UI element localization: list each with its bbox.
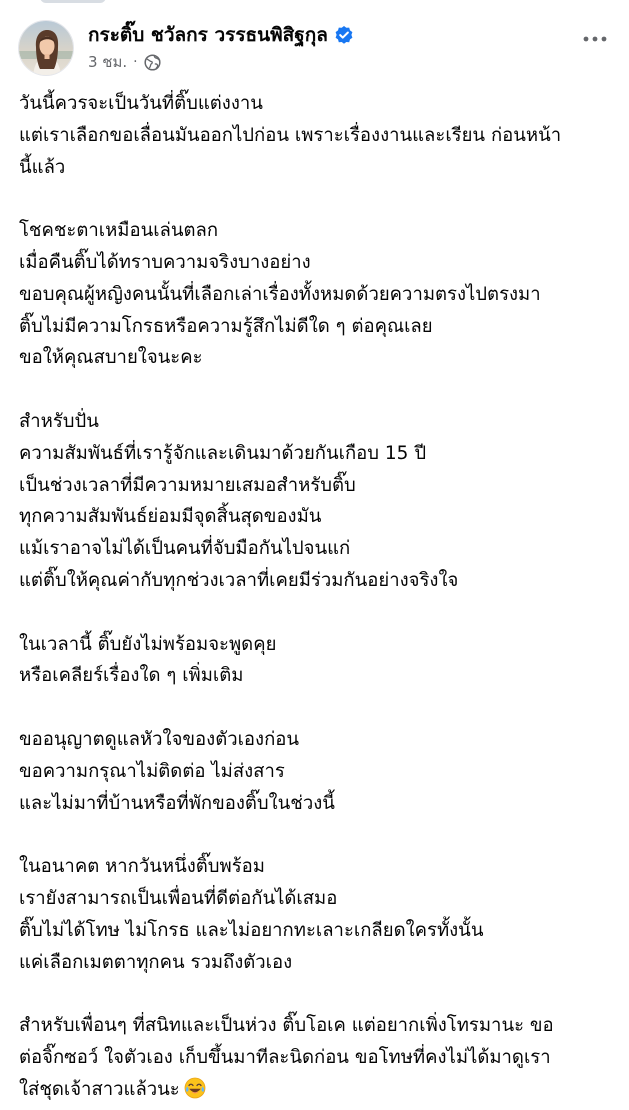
post-line: วันนี้ควรจะเป็นวันที่ติ๊บแต่งงาน — [19, 93, 263, 114]
post-line-last — [19, 1074, 615, 1106]
post-line: ขอความกรุณาไม่ติดต่อ ไม่ส่งสาร — [19, 760, 285, 782]
post-timestamp[interactable]: 3 ชม. — [88, 53, 128, 71]
face-with-tears-of-joy-emoji — [184, 1077, 206, 1099]
post-line-text: ใส่ชุดเจ้าสาวแล้วนะ — [19, 1078, 180, 1100]
post-line: ในเวลานี้ ติ๊บยังไม่พร้อมจะพูดคุย — [19, 633, 277, 655]
post-line: ขอให้คุณสบายใจนะคะ — [19, 347, 203, 369]
post-paragraph — [19, 629, 615, 693]
post-line: แค่เลือกเมตตาทุกคน รวมถึงตัวเอง — [19, 951, 293, 973]
post-line: ติ๊บไม่มีความโกรธหรือความรู้สึกไม่ดีใด ๆ ต่อคุณเลย — [19, 315, 433, 337]
post-line: แต่เราเลือกขอเลื่อนมันออกไปก่อน เพราะเรื่องงานและเรียน ก่อนหน้า — [19, 124, 562, 146]
post-line: สำหรับปั่น — [19, 410, 99, 432]
post-paragraph — [19, 406, 615, 597]
author-name[interactable]: กระติ๊บ ชวัลกร วรรธนพิสิฐกุล — [88, 24, 328, 46]
meta-separator: · — [133, 54, 138, 70]
post-line: ต่อจิ๊กซอว์ ใจตัวเอง เก็บขึ้นมาทีละนิดก่อน ขอโทษที่คงไม่ได้มาดูเรา — [19, 1046, 551, 1068]
post-line: และไม่มาที่บ้านหรือที่พักของติ๊บในช่วงนี้ — [19, 792, 335, 814]
globe-icon[interactable] — [144, 54, 161, 71]
post-line: ขออนุญาตดูแลหัวใจของตัวเองก่อน — [19, 728, 300, 750]
post-line: ทุกความสัมพันธ์ย่อมมีจุดสิ้นสุดของมัน — [19, 506, 322, 528]
author-avatar[interactable] — [18, 20, 74, 76]
post-paragraph — [19, 1010, 615, 1105]
post-line: โชคชะตาเหมือนเล่นตลก — [19, 220, 219, 242]
post-paragraph — [19, 724, 615, 819]
post-line: ความสัมพันธ์ที่เรารู้จักและเดินมาด้วยกันเกือบ 15 ปี — [19, 442, 427, 464]
post-line: เรายังสามารถเป็นเพื่อนที่ดีต่อกันได้เสมอ — [19, 887, 338, 909]
post-paragraph — [19, 88, 615, 183]
post-line: หรือเคลียร์เรื่องใด ๆ เพิ่มเติม — [19, 665, 244, 687]
verified-badge-icon — [334, 25, 354, 45]
author-row — [88, 20, 354, 50]
post-line: ขอบคุณผู้หญิงคนนั้นที่เลือกเล่าเรื่องทั้งหมดด้วยความตรงไปตรงมา — [19, 283, 541, 305]
post-paragraph — [19, 215, 615, 374]
post-meta — [88, 50, 354, 74]
post-line: ในอนาคต หากวันหนึ่งติ๊บพร้อม — [19, 856, 265, 878]
post-line: เมื่อคืนติ๊บได้ทราบความจริงบางอย่าง — [19, 251, 311, 273]
more-options-button[interactable] — [579, 26, 611, 46]
post-paragraph — [19, 851, 615, 978]
more-horizontal-icon — [583, 27, 607, 46]
post-line: แม้เราอาจไม่ได้เป็นคนที่จับมือกันไปจนแก่ — [19, 538, 351, 560]
post-line: แต่ติ๊บให้คุณค่ากับทุกช่วงเวลาที่เคยมีร่วมกันอย่างจริงใจ — [19, 569, 459, 591]
top-edge-strip — [40, 0, 106, 3]
post-line: สำหรับเพื่อนๆ ที่สนิทและเป็นห่วง ติ๊บโอเค แต่อยากเพิ่งโทรมานะ ขอ — [19, 1015, 554, 1037]
post-body — [19, 88, 615, 1106]
author-block — [88, 20, 354, 74]
post-line: นี้แล้ว — [19, 156, 66, 178]
post-header — [18, 18, 615, 80]
post-line: เป็นช่วงเวลาที่มีความหมายเสมอสำหรับติ๊บ — [19, 474, 356, 496]
post-line: ติ๊บไม่ได้โทษ ไม่โกรธ และไม่อยากทะเลาะเกลียดใครทั้งนั้น — [19, 919, 484, 941]
